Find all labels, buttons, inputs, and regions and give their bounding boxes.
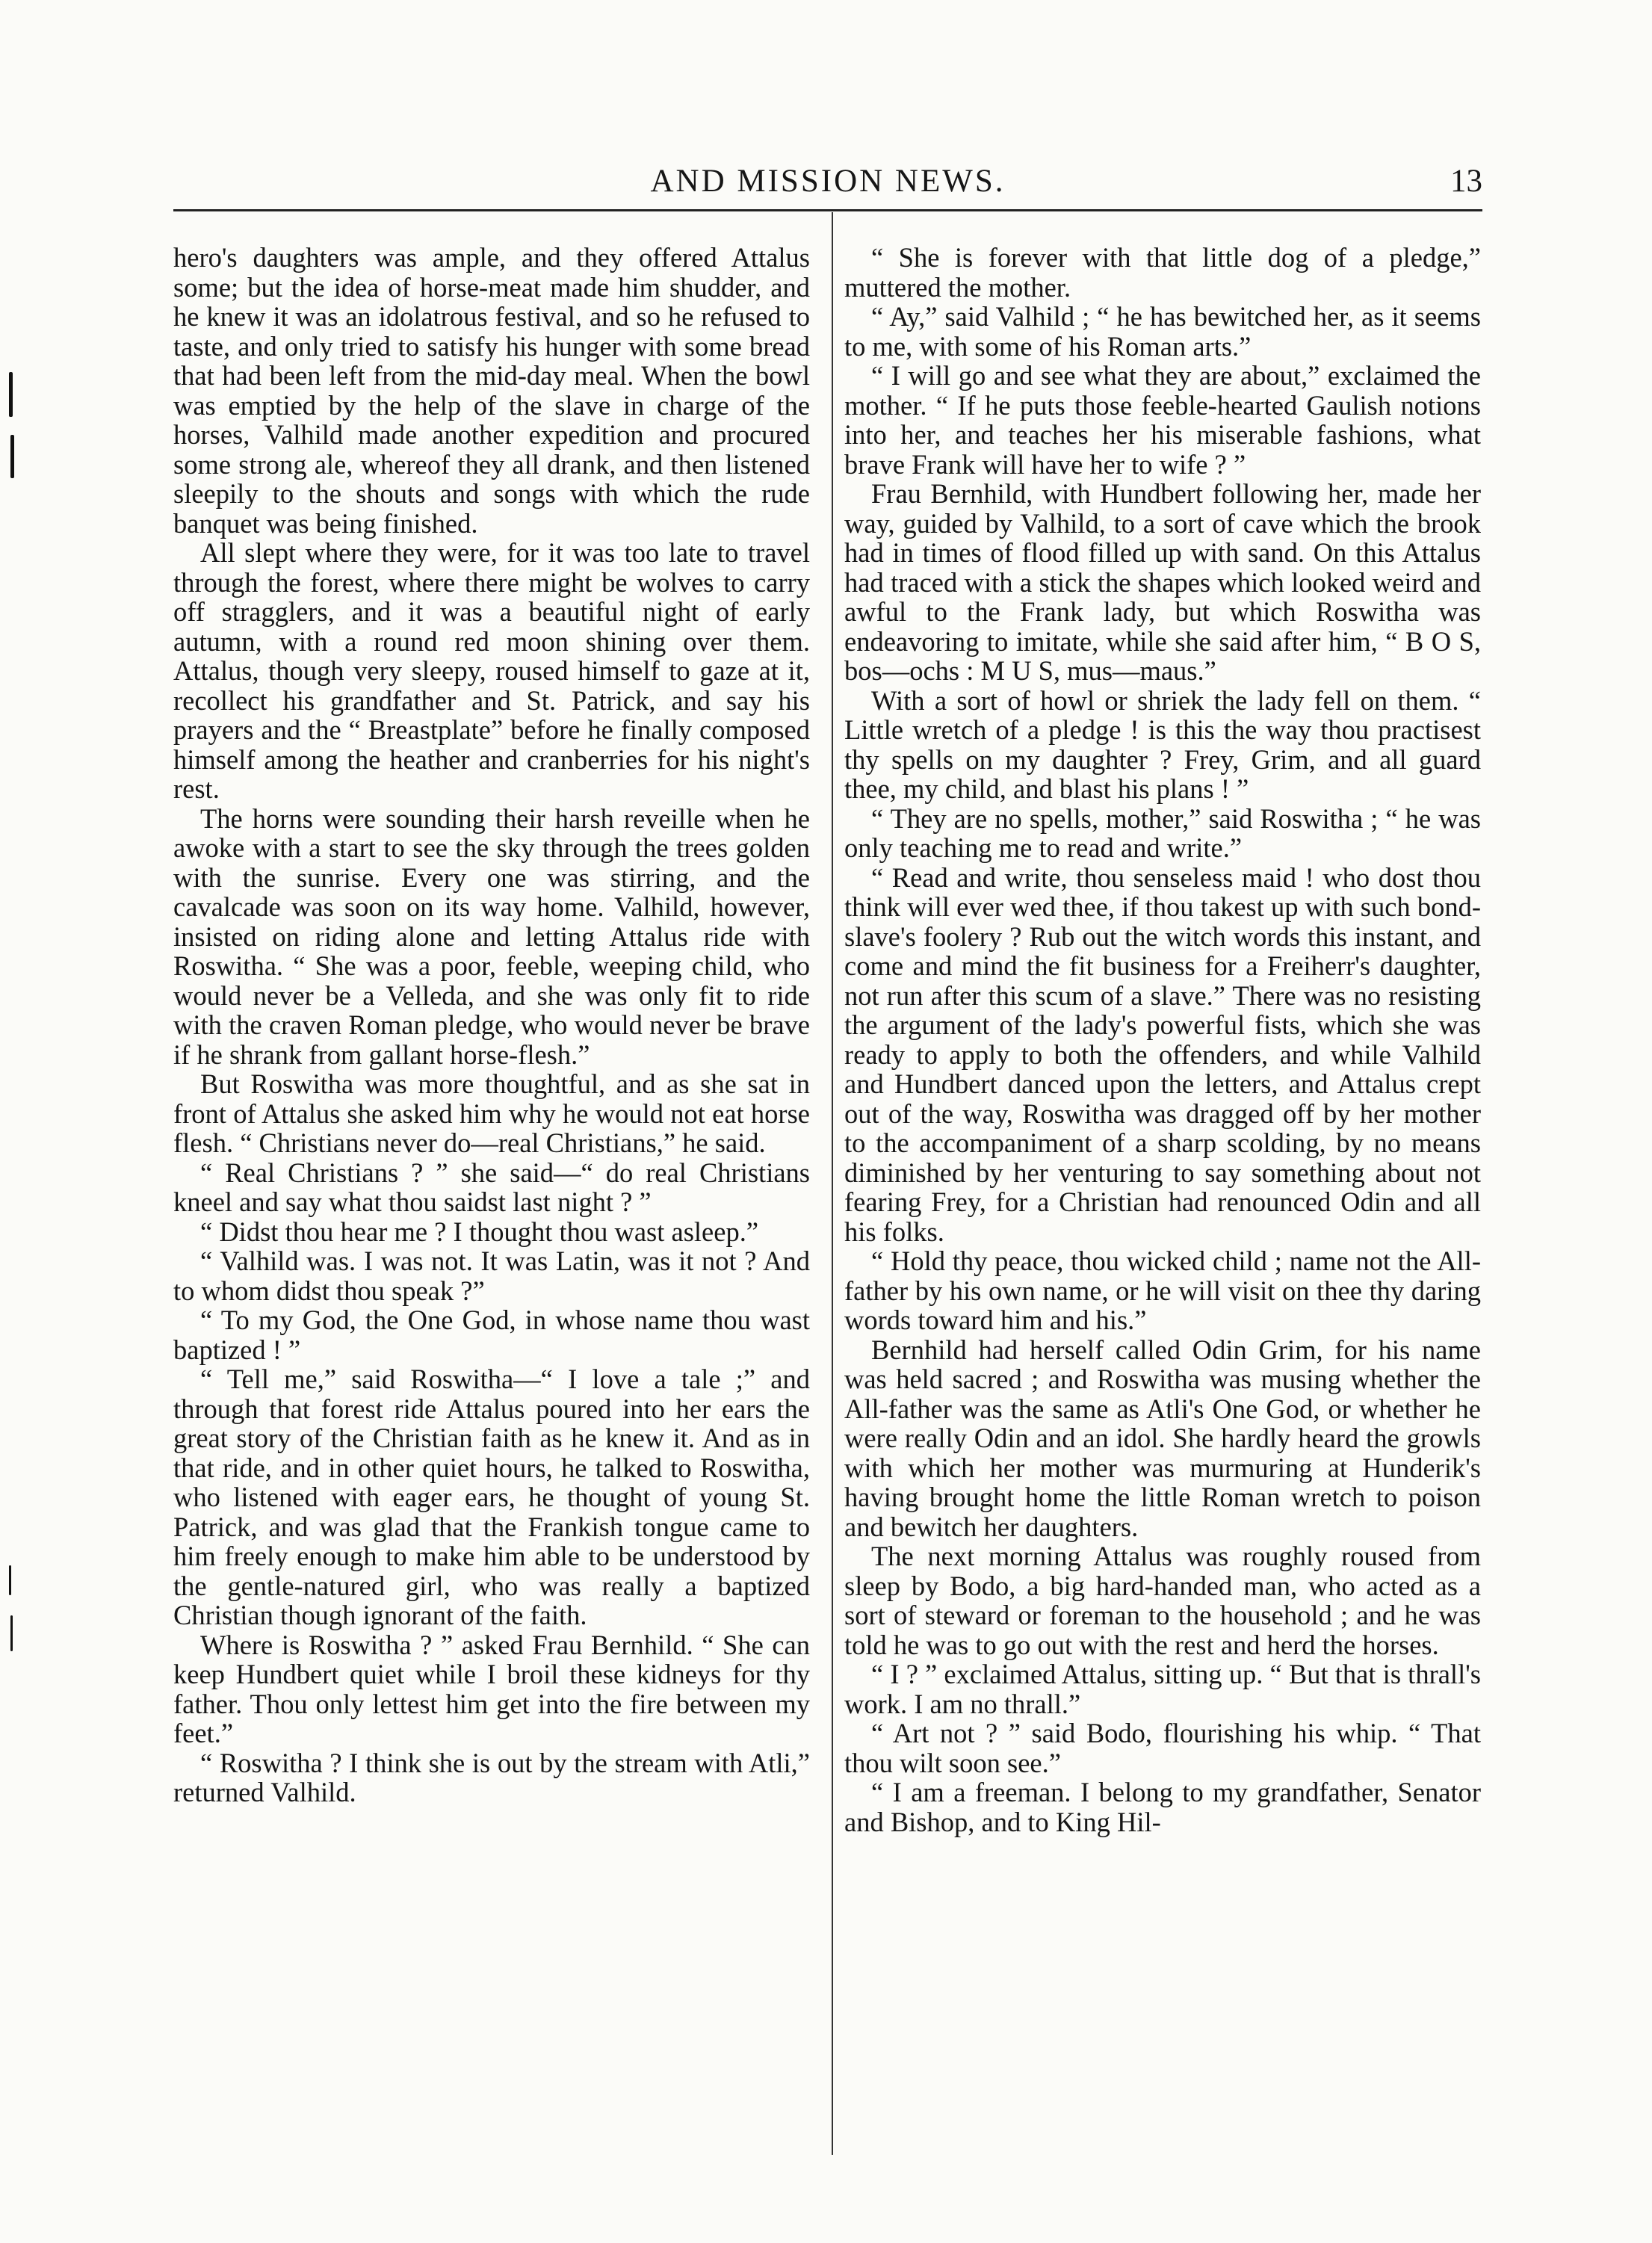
header-rule: [173, 209, 1482, 211]
paragraph: “ Tell me,” said Roswitha—“ I love a tale ;” and through that forest ride Attalus poured into her ears the great story of the Christian faith as he knew it. And as in that ride, and in other quiet hours, he talked to Roswitha, who listened with eager ears, he thought of young St. Patrick, and was glad that the Frankish tongue came to him freely enough to make him able to be understood by the gentle-natured girl, who was really a baptized Christian though ignorant of the faith.: [173, 1364, 810, 1630]
paragraph: Where is Roswitha ? ” asked Frau Bernhild. “ She can keep Hundbert quiet while I broil these kidneys for thy father. Thou only lettest him get into the fire between my feet.”: [173, 1629, 810, 1748]
paragraph: “ I ? ” exclaimed Attalus, sitting up. “ But that is thrall's work. I am no thrall.”: [844, 1659, 1481, 1719]
paragraph: “ Valhild was. I was not. It was Latin, was it not ? And to whom didst thou speak ?”: [173, 1246, 810, 1306]
paragraph: “ Read and write, thou senseless maid ! who dost thou think will ever wed thee, if thou takest up with such bond-slave's foolery ? Rub out the witch words this instant, and come and mind the fit business for a Freiherr's daughter, not run after this scum of a slave.” There was no resisting the argument of the lady's powerful fists, which she was ready to apply to both the offenders, and while Valhild and Hundbert danced upon the letters, and Attalus crept out of the way, Roswitha was dragged off by her mother to the accompaniment of a sharp scolding, by no means diminished by her venturing to say something about not fearing Frey, for a Christian had renounced Odin and all his folks.: [844, 861, 1481, 1247]
paragraph: “ Real Christians ? ” she said—“ do real Christians kneel and say what thou saidst last night ? ”: [173, 1157, 810, 1217]
paragraph: But Roswitha was more thoughtful, and as she sat in front of Attalus she asked him why he would not eat horse flesh. “ Christians never do—real Christians,” he said.: [173, 1068, 810, 1158]
paragraph: hero's daughters was ample, and they offered Attalus some; but the idea of horse-meat made him shudder, and he knew it was an idolatrous festival, and so he refused to taste, and only tried to satisfy his hunger with some bread that had been left from the mid-day meal. When the bowl was emptied by the help of the slave in charge of the horses, Valhild made another expedition and procured some strong ale, whereof they all drank, and then listened sleepily to the shouts and songs with which the rude banquet was being finished.: [173, 242, 810, 539]
binding-mark: [10, 1615, 13, 1651]
paragraph: “ Art not ? ” said Bodo, flourishing his whip. “ That thou wilt soon see.”: [844, 1718, 1481, 1778]
paragraph: All slept where they were, for it was too late to travel through the forest, where there might be wolves to carry off stragglers, and it was a beautiful night of early autumn, with a round red moon shining over them. Attalus, though very sleepy, roused himself to gaze at it, recollect his grandfather and St. Patrick, and say his prayers and the “ Breastplate” before he finally composed himself among the heather and cranberries for his night's rest.: [173, 537, 810, 804]
paragraph: The next morning Attalus was roughly roused from sleep by Bodo, a big hard-handed man, who acted as a sort of steward or foreman to the household ; and he was told he was to go out with the rest and herd the horses.: [844, 1541, 1481, 1660]
page-header: [173, 163, 1482, 205]
paragraph: “ Roswitha ? I think she is out by the stream with Atli,” returned Valhild.: [173, 1747, 810, 1807]
paragraph: “ She is forever with that little dog of a pledge,” muttered the mother.: [844, 242, 1481, 303]
page-number: 13: [1450, 164, 1482, 199]
paragraph: “ Didst thou hear me ? I thought thou wast asleep.”: [200, 1216, 759, 1247]
paragraph: Frau Bernhild, with Hundbert following her, made her way, guided by Valhild, to a sort of cave which the brook had in times of flood filled up with sand. On this Attalus had traced with a stick the shapes which looked weird and awful to the Frank lady, but which Roswitha was endeavoring to imitate, while she said after him, “ B O S, bos—ochs : M U S, mus—maus.”: [844, 478, 1481, 686]
binding-mark: [9, 1565, 11, 1595]
right-column: [844, 243, 1481, 1837]
paragraph: With a sort of howl or shriek the lady fell on them. “ Little wretch of a pledge ! is this the way thou practisest thy spells on my daughter ? Frey, Grim, and all guard thee, my child, and blast his plans ! ”: [844, 684, 1481, 804]
paragraph: “ They are no spells, mother,” said Roswitha ; “ he was only teaching me to read and write.”: [844, 802, 1481, 863]
column-divider: [832, 212, 833, 2155]
paragraph: Bernhild had herself called Odin Grim, for his name was held sacred ; and Roswitha was musing whether the All-father was the same as Atli's One God, or whether he were really Odin and an idol. She hardly heard the growls with which her mother was murmuring at Hunderik's having brought home the little Roman wretch to poison and bewitch her daughters.: [844, 1334, 1481, 1542]
paragraph: “ Hold thy peace, thou wicked child ; name not the All-father by his own name, or he will visit on thee thy daring words toward him and his.”: [844, 1246, 1481, 1335]
left-column: [173, 243, 810, 1807]
paragraph: The horns were sounding their harsh reveille when he awoke with a start to see the sky through the trees golden with the sunrise. Every one was stirring, and the cavalcade was soon on its way home. Valhild, however, insisted on riding alone and letting Attalus ride with Roswitha. “ She was a poor, feeble, weeping child, who would never be a Velleda, and she was only fit to ride with the craven Roman pledge, who would never be brave if he shrank from gallant horse-flesh.”: [173, 802, 810, 1070]
paragraph: “ To my God, the One God, in whose name thou wast baptized ! ”: [173, 1305, 810, 1365]
running-head: AND MISSION NEWS.: [650, 164, 1006, 199]
paragraph: “ I will go and see what they are about,” exclaimed the mother. “ If he puts those feeble-hearted Gaulish notions into her, and teaches her his miserable fashions, what brave Frank will have her to wife ? ”: [844, 360, 1481, 480]
binding-mark: [10, 435, 14, 478]
binding-mark: [9, 372, 13, 417]
paragraph: “ I am a freeman. I belong to my grandfather, Senator and Bishop, and to King Hil-: [844, 1777, 1481, 1837]
paragraph: “ Ay,” said Valhild ; “ he has bewitched her, as it seems to me, with some of his Roman arts.”: [844, 301, 1481, 362]
